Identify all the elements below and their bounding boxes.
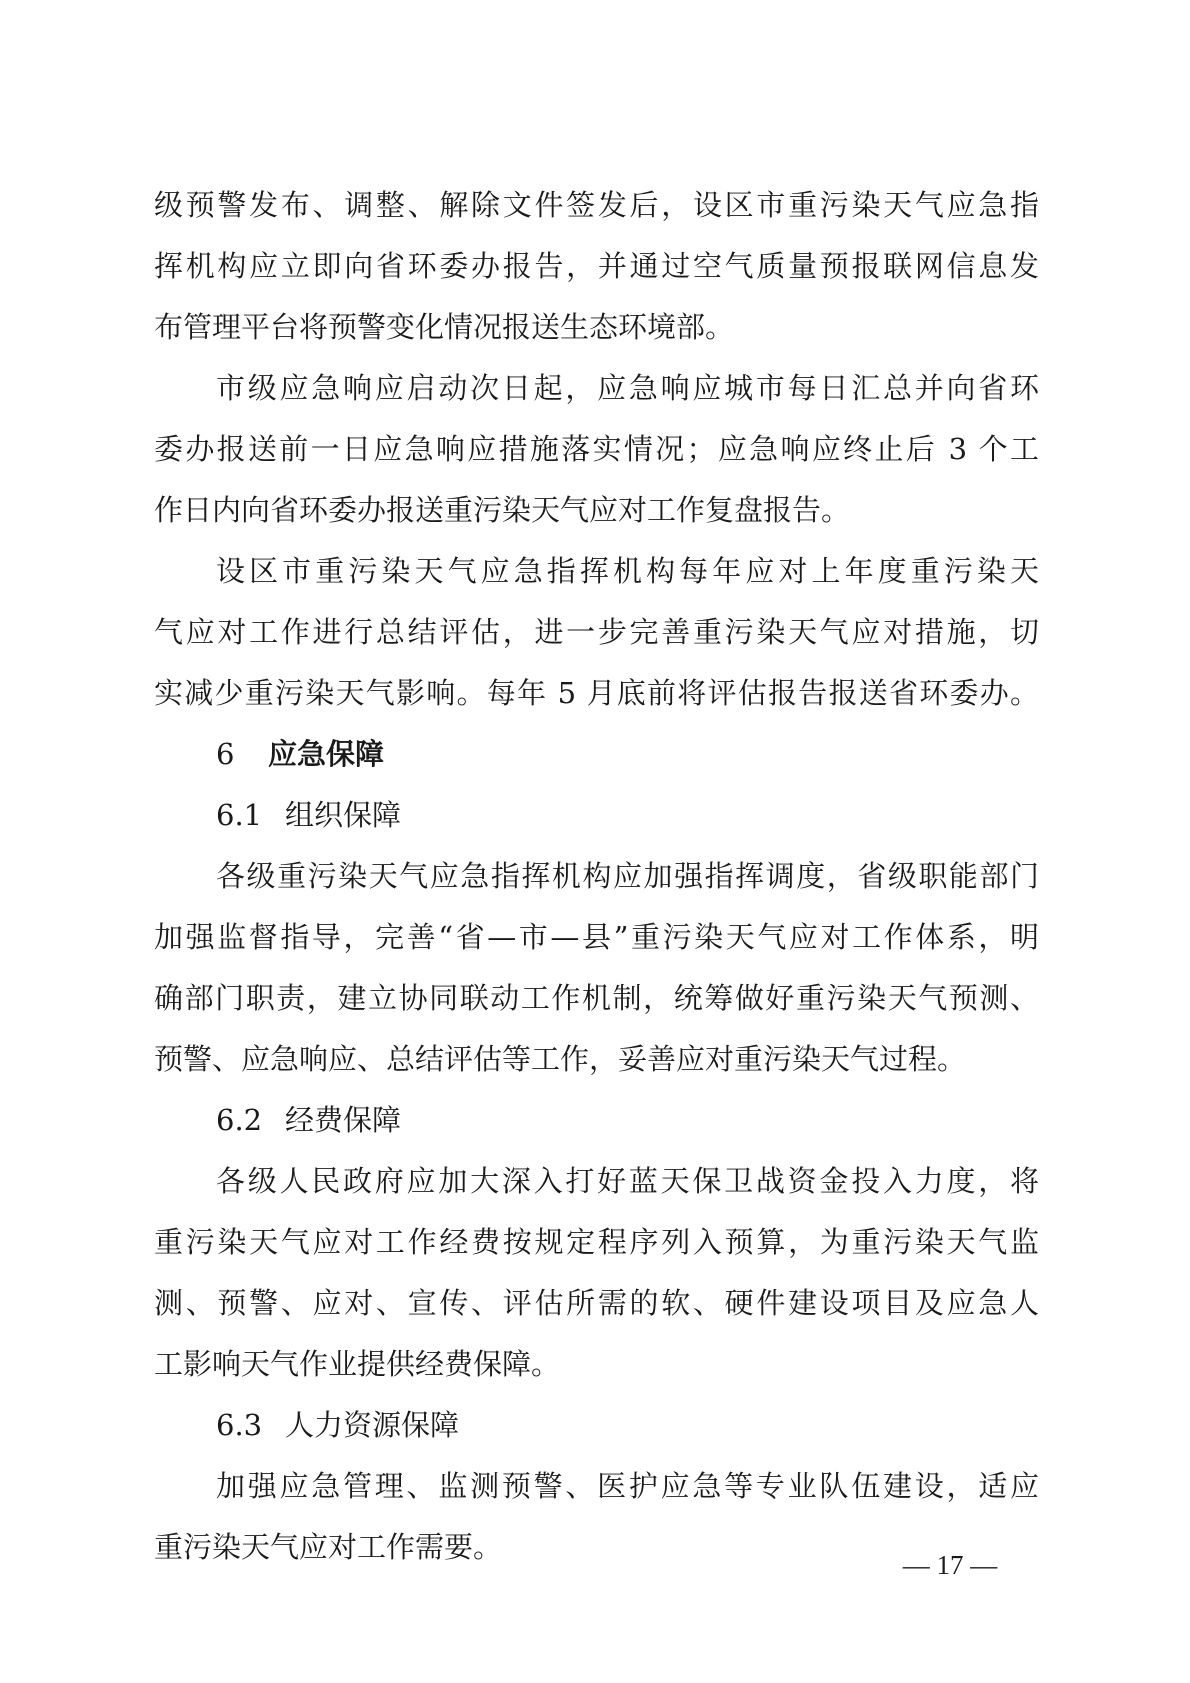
paragraph-line: 工影响天气作业提供经费保障。	[154, 1347, 561, 1381]
paragraph-line: 实减少重污染天气影响。每年 5 月底前将评估报告报送省环委办。	[154, 676, 1039, 710]
section-title: 经费保障	[285, 1103, 402, 1137]
section-title: 组织保障	[285, 798, 402, 832]
section-number: 6	[216, 737, 235, 771]
paragraph-line: 气应对工作进行总结评估，进一步完善重污染天气应对措施，切	[154, 615, 1039, 649]
body-text	[154, 175, 1039, 1578]
paragraph-line: 加强监督指导，完善“省—市—县”重污染天气应对工作体系，明	[154, 920, 1039, 954]
section-title: 人力资源保障	[285, 1408, 460, 1442]
paragraph-line: 作日内向省环委办报送重污染天气应对工作复盘报告。	[154, 493, 851, 527]
paragraph-line: 各级重污染天气应急指挥机构应加强指挥调度，省级职能部门	[216, 859, 1039, 893]
paragraph-line: 设区市重污染天气应急指挥机构每年应对上年度重污染天	[216, 554, 1039, 588]
section-heading-6	[154, 724, 1039, 785]
page-number: — 17 —	[902, 1550, 998, 1580]
paragraph-line: 加强应急管理、监测预警、医护应急等专业队伍建设，适应	[216, 1469, 1039, 1503]
paragraph-line: 确部门职责，建立协同联动工作机制，统筹做好重污染天气预测、	[154, 981, 1039, 1015]
section-heading-6-1	[154, 785, 1039, 846]
paragraph-line: 各级人民政府应加大深入打好蓝天保卫战资金投入力度，将	[216, 1164, 1039, 1198]
paragraph-line: 重污染天气应对工作经费按规定程序列入预算，为重污染天气监	[154, 1225, 1039, 1259]
section-number: 6.3	[216, 1408, 263, 1442]
paragraph-line: 测、预警、应对、宣传、评估所需的软、硬件建设项目及应急人	[154, 1286, 1039, 1320]
section-number: 6.1	[216, 798, 263, 832]
paragraph-line: 级预警发布、调整、解除文件签发后，设区市重污染天气应急指	[154, 188, 1039, 222]
paragraph-line: 重污染天气应对工作需要。	[154, 1530, 503, 1564]
paragraph-line: 市级应急响应启动次日起，应急响应城市每日汇总并向省环	[216, 371, 1039, 405]
section-title: 应急保障	[268, 737, 385, 771]
section-number: 6.2	[216, 1103, 263, 1137]
paragraph-line: 挥机构应立即向省环委办报告，并通过空气质量预报联网信息发	[154, 249, 1039, 283]
section-heading-6-2	[154, 1090, 1039, 1151]
section-heading-6-3	[154, 1395, 1039, 1456]
paragraph-line: 委办报送前一日应急响应措施落实情况；应急响应终止后 3 个工	[154, 432, 1039, 466]
paragraph-line: 预警、应急响应、总结评估等工作，妥善应对重污染天气过程。	[154, 1042, 967, 1076]
paragraph-line: 布管理平台将预警变化情况报送生态环境部。	[154, 310, 735, 344]
